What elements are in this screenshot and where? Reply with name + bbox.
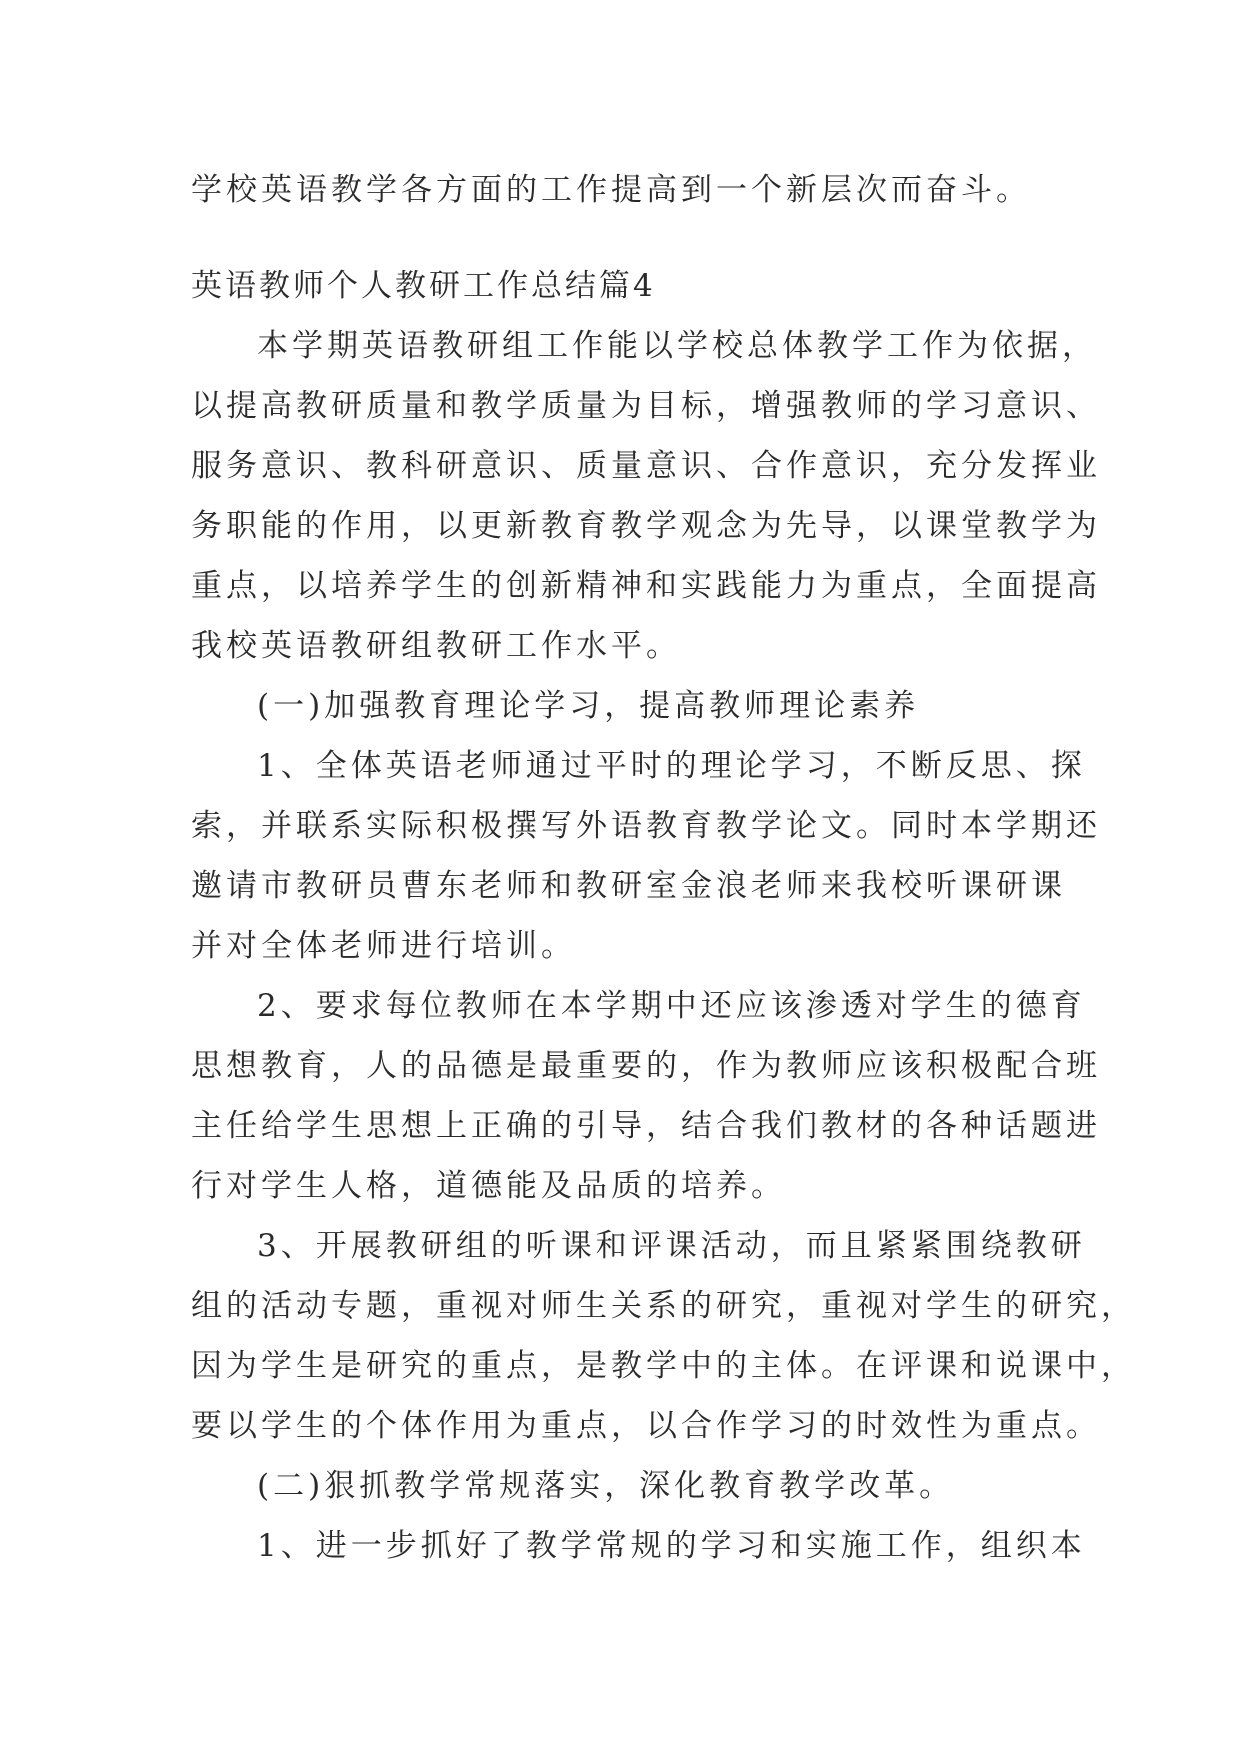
text-line: 并对全体老师进行培训。	[191, 928, 576, 964]
text-line: 1、全体英语老师通过平时的理论学习，不断反思、探	[257, 748, 1086, 784]
text-line: 要以学生的个体作用为重点，以合作学习的时效性为重点。	[191, 1408, 1101, 1444]
text-line: 思想教育，人的品德是最重要的，作为教师应该积极配合班	[191, 1048, 1101, 1084]
text-line: 2、要求每位教师在本学期中还应该渗透对学生的德育	[257, 988, 1086, 1024]
text-line: 3、开展教研组的听课和评课活动，而且紧紧围绕教研	[257, 1228, 1086, 1264]
text-line: 服务意识、教科研意识、质量意识、合作意识，充分发挥业	[191, 448, 1101, 484]
text-line: 组的活动专题，重视对师生关系的研究，重视对学生的研究，	[191, 1288, 1136, 1324]
subheading: (一)加强教育理论学习，提高教师理论素养	[257, 688, 920, 724]
text-line: 主任给学生思想上正确的引导，结合我们教材的各种话题进	[191, 1108, 1101, 1144]
text-line: 行对学生人格，道德能及品质的培养。	[191, 1168, 786, 1204]
text-line: 我校英语教研组教研工作水平。	[191, 628, 681, 664]
text-line: 学校英语教学各方面的工作提高到一个新层次而奋斗。	[191, 172, 1031, 208]
text-line: 因为学生是研究的重点，是教学中的主体。在评课和说课中，	[191, 1348, 1136, 1384]
text-line: 重点，以培养学生的创新精神和实践能力为重点，全面提高	[191, 568, 1101, 604]
subheading: (二)狠抓教学常规落实，深化教育教学改革。	[257, 1468, 955, 1504]
document-body	[191, 160, 1136, 1576]
text-line: 本学期英语教研组工作能以学校总体教学工作为依据，	[257, 328, 1097, 364]
text-line: 务职能的作用，以更新教育教学观念为先导，以课堂教学为	[191, 508, 1101, 544]
text-line: 1、进一步抓好了教学常规的学习和实施工作，组织本	[257, 1528, 1086, 1564]
section-heading: 英语教师个人教研工作总结篇4	[191, 268, 656, 304]
text-line: 邀请市教研员曹东老师和教研室金浪老师来我校听课研课	[191, 868, 1066, 904]
text-line: 以提高教研质量和教学质量为目标，增强教师的学习意识、	[191, 388, 1101, 424]
text-line: 索，并联系实际积极撰写外语教育教学论文。同时本学期还	[191, 808, 1101, 844]
